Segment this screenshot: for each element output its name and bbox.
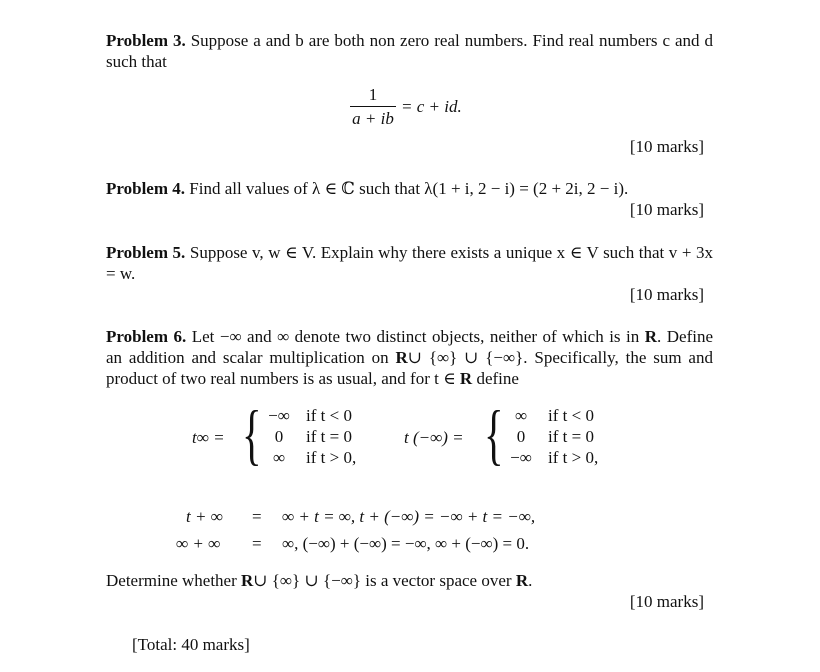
case-condition: if t < 0 [548, 406, 594, 425]
problem-3-fraction [350, 84, 396, 129]
sum-line-1-lhs: t + ∞ [186, 507, 223, 526]
reals-symbol: R [241, 571, 254, 590]
problem-3-marks: [10 marks] [629, 137, 704, 156]
question-text-c: . [528, 571, 533, 590]
problem-3-text: Suppose a and b are both non zero real numbers. Find real numbers c and d such that [106, 31, 714, 71]
fraction-denominator: a + ib [352, 109, 394, 128]
problem-6 [106, 326, 713, 389]
left-cases-table [258, 405, 362, 468]
problem-4-text: Find all values of λ ∈ ℂ such that λ(1 + i, 2 − i) = (2 + 2i, 2 − i). [189, 179, 629, 198]
case-value: −∞ [510, 448, 532, 467]
left-cases-label: t∞ = [192, 428, 225, 447]
left-brace: { [242, 396, 262, 472]
problem-6-marks: [10 marks] [629, 592, 704, 611]
right-case-row [500, 426, 604, 447]
problem-5-title: Problem 5. [106, 243, 186, 262]
problem-3 [106, 30, 713, 72]
problem-4-title: Problem 4. [106, 179, 186, 198]
question-text-a: Determine whether [106, 571, 241, 590]
problem-6-text-a: Let −∞ and ∞ denote two distinct objects, neither of which is in [191, 327, 645, 346]
reals-symbol: R [515, 571, 529, 590]
fraction-numerator: 1 [368, 85, 378, 104]
sum-line-2-eq: = [252, 534, 262, 553]
sum-line-2-lhs: ∞ + ∞ [176, 534, 221, 553]
problem-5-marks: [10 marks] [629, 285, 704, 304]
problem-4 [106, 178, 713, 199]
case-value: ∞ [514, 406, 528, 425]
problem-6-text-b: . Define an addition and scalar multiplication on [106, 327, 713, 367]
problem-6-question [106, 570, 713, 591]
sum-line-2-rhs: ∞, (−∞) + (−∞) = −∞, ∞ + (−∞) = 0. [282, 534, 530, 553]
case-value: 0 [274, 427, 284, 446]
left-case-row [258, 426, 362, 447]
right-case-row [500, 447, 604, 468]
reals-symbol: R [644, 327, 658, 346]
reals-symbol: R [459, 369, 473, 388]
right-cases-table [500, 405, 604, 468]
problem-5-text: Suppose v, w ∈ V. Explain why there exists a unique x ∈ V such that v + 3x = w. [106, 243, 713, 283]
left-case-row [258, 447, 362, 468]
case-value: 0 [516, 427, 526, 446]
question-text-b: ∪ {∞} ∪ {−∞} is a vector space over [253, 571, 516, 590]
problem-4-marks: [10 marks] [629, 200, 704, 219]
case-value: ∞ [272, 448, 286, 467]
problem-6-text-d: define [472, 369, 519, 388]
case-value: −∞ [268, 406, 290, 425]
fraction-bar [350, 106, 396, 107]
problem-3-equation-rhs: = c + id. [401, 97, 462, 116]
case-condition: if t = 0 [306, 427, 352, 446]
right-cases-label: t (−∞) = [404, 428, 464, 447]
case-condition: if t < 0 [306, 406, 352, 425]
problem-3-title: Problem 3. [106, 31, 186, 50]
right-brace: { [484, 396, 504, 472]
left-case-row [258, 405, 362, 426]
problem-5 [106, 242, 713, 284]
sum-line-1-eq: = [252, 507, 262, 526]
case-condition: if t = 0 [548, 427, 594, 446]
reals-symbol: R [395, 348, 408, 367]
problem-6-title: Problem 6. [106, 327, 187, 346]
total-marks: [Total: 40 marks] [132, 635, 250, 654]
case-condition: if t > 0, [548, 448, 599, 467]
sum-line-1-rhs: ∞ + t = ∞, t + (−∞) = −∞ + t = −∞, [282, 507, 536, 526]
case-condition: if t > 0, [306, 448, 357, 467]
right-case-row [500, 405, 604, 426]
problem-6-text-c: ∪ {∞} ∪ {−∞}. Specifically, the sum and product of two real numbers is as usual, and for t ∈ [106, 348, 713, 388]
